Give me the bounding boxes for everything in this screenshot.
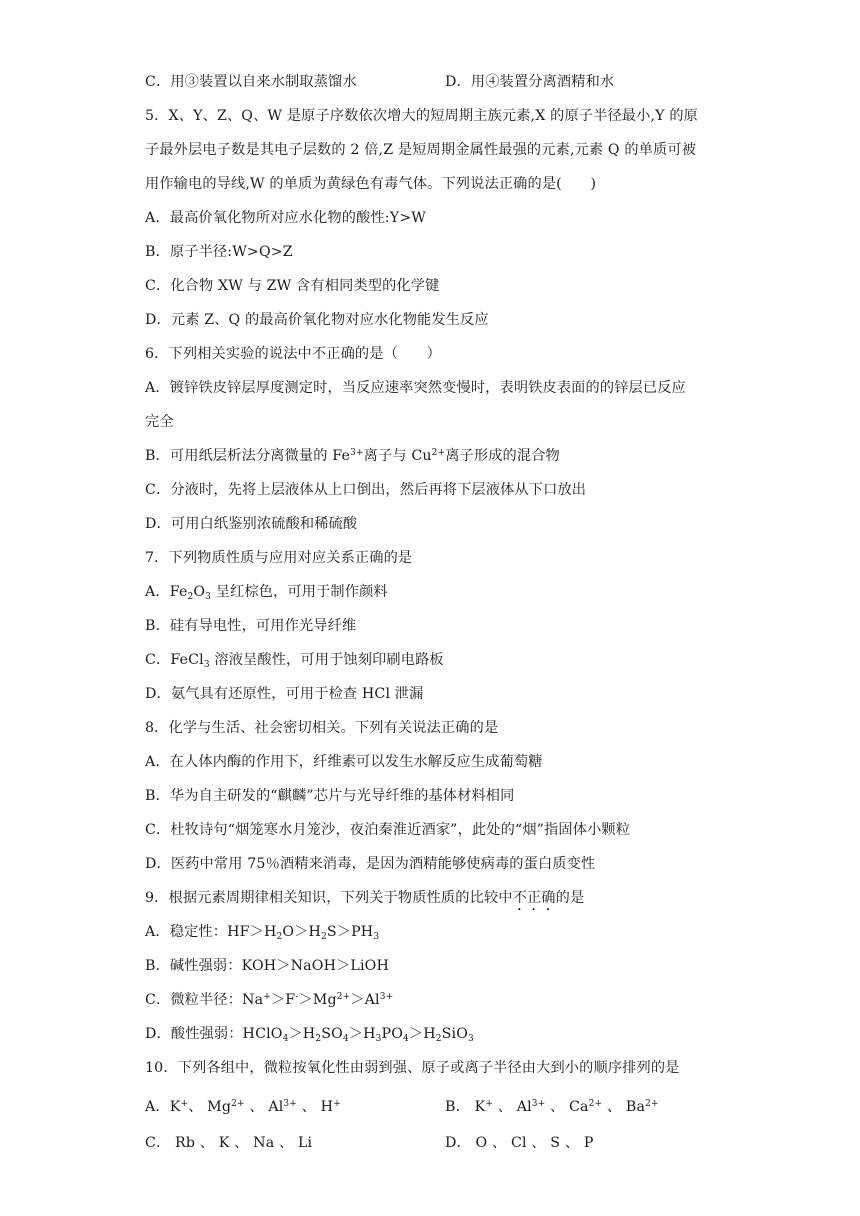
q5-option-b: B．原子半径:W>Q>Z [145,244,293,260]
q8-option-b: B．华为自主研发的“麒麟”芯片与光导纤维的基体材料相同 [145,788,515,804]
q9-option-a: A．稳定性：$HF>H_2O>H_2S>PH_3$ [145,924,380,942]
q10-option-d: D． O 、 Cl 、 S 、 P [445,1135,594,1151]
q9-emphasis-not-correct: 不正确 [512,890,556,906]
q9-option-c: C．微粒半径：$Na^+>F^->Mg^{2+}>Al^{3+}$ [145,992,394,1008]
q9-option-d: D．酸性强弱：$HClO_4>H_2SO_4>H_3PO_4>H_2SiO_3$ [145,1026,474,1044]
q9-option-b: B．碱性强弱：KOH＞NaOH＞LiOH [145,958,389,974]
q8-option-a: A．在人体内酶的作用下，纤维素可以发生水解反应生成葡萄糖 [145,754,543,770]
q5-stem-line3: 用作输电的导线,W 的单质为黄绿色有毒气体。下列说法正确的是( ) [145,176,597,192]
q6-option-b: B．可用纸层析法分离微量的 $Fe^{3+}$离子与 $Cu^{2+}$离子形成的混合物 [145,448,560,464]
q7-option-d: D．氨气具有还原性，可用于检查 HCl 泄漏 [145,686,424,702]
q8-stem: 8．化学与生活、社会密切相关。下列有关说法正确的是 [145,720,499,736]
q7-stem: 7．下列物质性质与应用对应关系正确的是 [145,550,413,566]
q6-option-c: C．分液时，先将上层液体从上口倒出，然后再将下层液体从下口放出 [145,482,587,498]
q7-option-a: A．$Fe_2O_3$ 呈红棕色，可用于制作颜料 [145,584,388,602]
q5-stem-line2: 子最外层电子数是其电子层数的 2 倍,Z 是短周期金属性最强的元素,元素 Q 的单质可被 [145,142,697,158]
q7-option-b: B．硅有导电性，可用作光导纤维 [145,618,357,634]
q9-stem: 9．根据元素周期律相关知识，下列关于物质性质的比较中不正确的是 [145,890,585,906]
q5-option-a: A．最高价氧化物所对应水化物的酸性:Y>W [145,210,427,226]
q4-option-c: C．用③装置以自来水制取蒸馏水 [145,74,357,90]
q5-option-c: C．化合物 XW 与 ZW 含有相同类型的化学键 [145,278,440,294]
q5-stem-line1: 5．X、Y、Z、Q、W 是原子序数依次增大的短周期主族元素,X 的原子半径最小,Y 的原 [145,108,698,124]
q6-option-d: D．可用白纸鉴别浓硫酸和稀硫酸 [145,516,358,532]
q10-option-b: B． K+ 、 $Al^{3+}$ 、 $Ca^{2+}$ 、 $Ba^{2+}$ [445,1099,659,1115]
q6-option-a-line2: 完全 [145,414,174,430]
q4-option-d: D．用④装置分离酒精和水 [445,74,615,90]
q10-option-a: A．K+、 $Mg^{2+}$ 、 $Al^{3+}$ 、 H+ [145,1099,341,1115]
q10-stem: 10．下列各组中，微粒按氧化性由弱到强、原子或离子半径由大到小的顺序排列的是 [145,1060,680,1076]
q7-option-c: C．FeCl$_3$ 溶液呈酸性，可用于蚀刻印刷电路板 [145,652,444,670]
q8-option-c: C．杜牧诗句“烟笼寒水月笼沙，夜泊秦淮近酒家”，此处的“烟”指固体小颗粒 [145,822,631,838]
q6-option-a-line1: A．镀锌铁皮锌层厚度测定时，当反应速率突然变慢时，表明铁皮表面的的锌层已反应 [145,380,686,396]
q10-option-c: C． Rb 、 K 、 Na 、 Li [145,1135,313,1151]
q6-stem: 6．下列相关实验的说法中不正确的是（ ） [145,346,441,362]
q8-option-d: D．医药中常用 75％酒精来消毒，是因为酒精能够使病毒的蛋白质变性 [145,856,596,872]
q5-option-d: D．元素 Z、Q 的最高价氧化物对应水化物能发生反应 [145,312,489,328]
